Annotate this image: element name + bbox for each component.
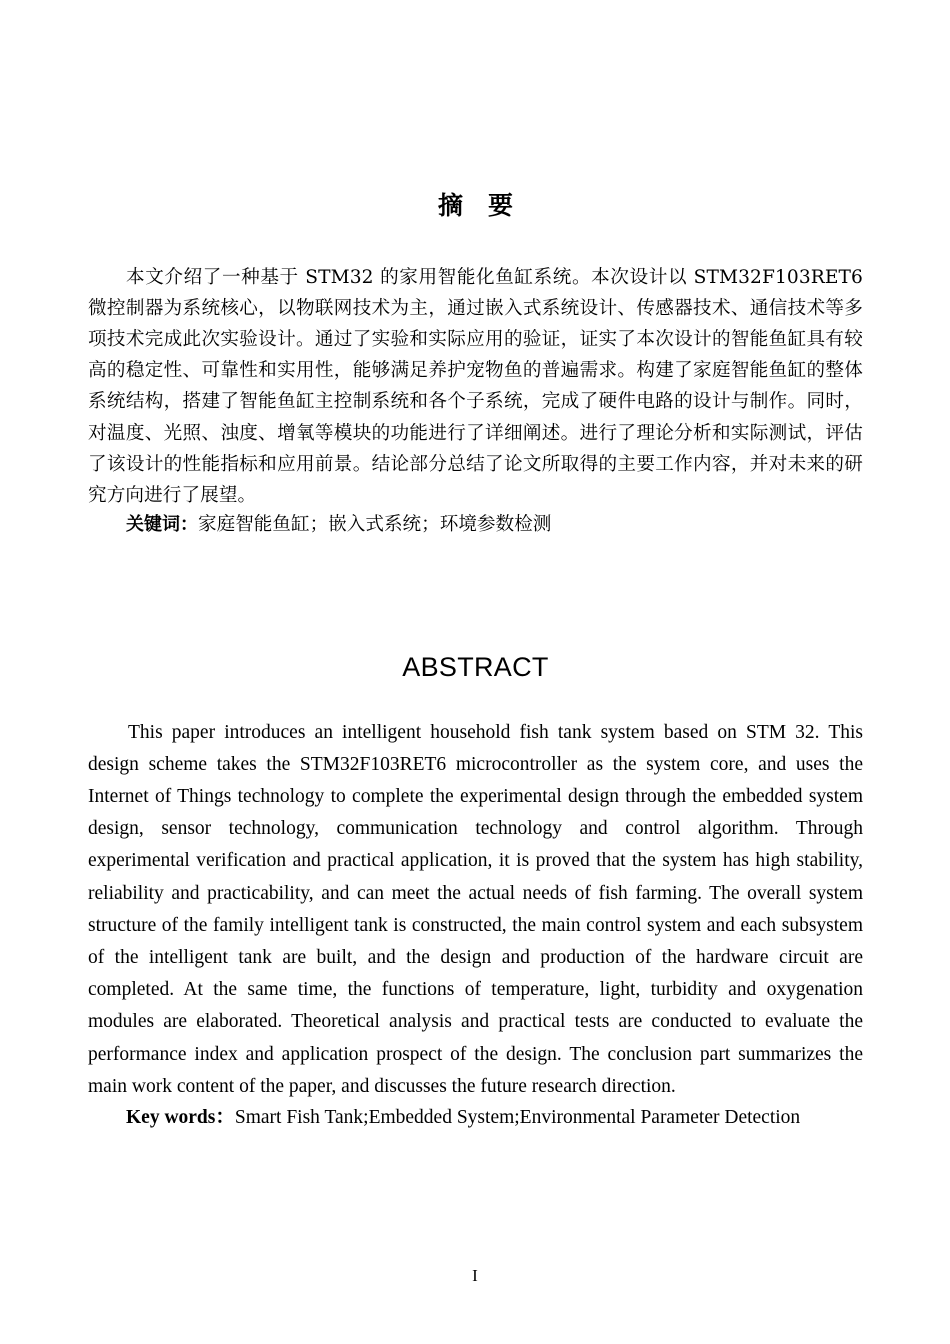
english-keywords-label: Key words： — [126, 1106, 235, 1128]
english-abstract-heading: ABSTRACT — [402, 652, 549, 683]
chinese-keywords-line — [88, 509, 863, 540]
page-number-footer: I — [472, 1266, 478, 1285]
english-keywords-value: Smart Fish Tank;Embedded System;Environmental Parameter Detection — [234, 1106, 801, 1128]
chinese-abstract-body: 本文介绍了一种基于 STM32 的家用智能化鱼缸系统。本次设计以 STM32F103RET6 微控制器为系统核心，以物联网技术为主，通过嵌入式系统设计、传感器技术、通信技术等多项技术完成此次实验设计。通过了实验和实际应用的验证，证实了本次设计的智能鱼缸具有较高的稳定性、可靠性和实用性，能够满足养护宠物鱼的普遍需求。构建了家庭智能鱼缸的整体系统结构，搭建了智能鱼缸主控制系统和各个子系统，完成了硬件电路的设计与制作。同时，对温度、光照、浊度、增氧等模块的功能进行了详细阐述。进行了理论分析和实际测试，评估了该设计的性能指标和应用前景。结论部分总结了论文所取得的主要工作内容，并对未来的研究方向进行了展望。 — [88, 266, 863, 507]
chinese-keywords-label: 关键词： — [126, 513, 198, 535]
english-keywords-line — [88, 1102, 863, 1134]
english-abstract-body: This paper introduces an intelligent household fish tank system based on STM 32. This design scheme takes the STM32F103RET6 microcontroller as the system core, and uses the Internet of Things technology to complete the experimental design through the embedded system design, sensor technology, communication technology and control algorithm. Through experimental verification and practical application, it is proved that the system has high stability, reliability and practicability, and can meet the actual needs of fish farming. The overall system structure of the family intelligent tank is constructed, the main control system and each subsystem of the intelligent tank are built, and the design and production of the hardware circuit are completed. At the same time, the functions of temperature, light, turbidity and oxygenation modules are elaborated. Theoretical analysis and practical tests are conducted to evaluate the performance index and application prospect of the design. The conclusion part summarizes the main work content of the paper, and discusses the future research direction. — [88, 721, 863, 1097]
chinese-abstract-heading: 摘 要 — [437, 190, 513, 220]
chinese-keywords-value: 家庭智能鱼缸；嵌入式系统；环境参数检测 — [198, 513, 552, 535]
